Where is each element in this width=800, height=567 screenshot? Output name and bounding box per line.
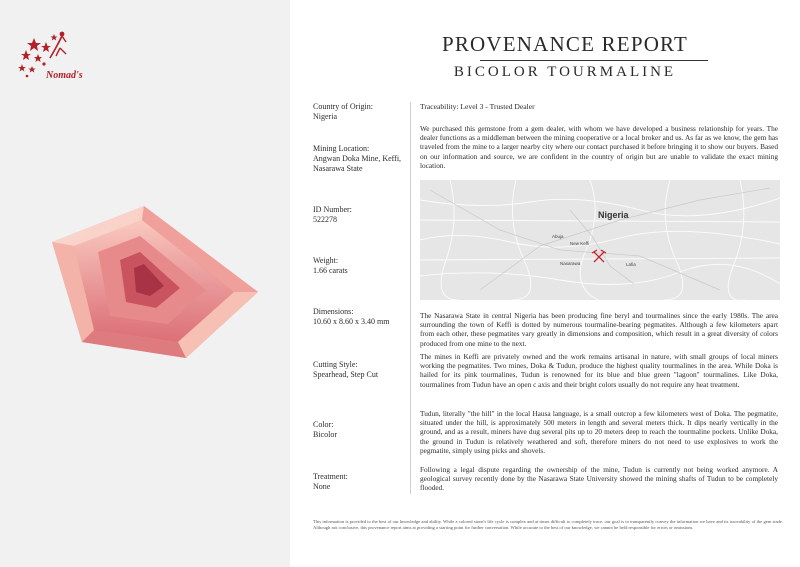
spec-country xyxy=(313,102,405,122)
paragraph-legal-status: Following a legal dispute regarding the ownership of the mine, Tudun is currently not being worked anymore. A geological survey recently done by the Nasarawa State University showed the mining shafts of Tudun to be completely flooded. xyxy=(420,465,778,493)
spec-label: Dimensions: xyxy=(313,307,354,316)
spec-value: Nigeria xyxy=(313,112,337,121)
left-panel xyxy=(0,0,290,567)
report-title: PROVENANCE REPORT xyxy=(441,32,689,56)
location-map xyxy=(420,180,780,300)
spec-value: 1.66 carats xyxy=(313,266,348,275)
spec-label: Weight: xyxy=(313,256,339,265)
brand-name: Nomad's xyxy=(46,70,83,81)
paragraph-nasarawa-history: The Nasarawa State in central Nigeria has been producing fine beryl and tourmalines since the early 1980s. The area surrounding the town of Keffi is dotted by numerous tourmaline-bearing pegmatites. Although a few kilometers apart from each other, these pegmatites vary greatly in dimensions and composition, which result in a great diversity of colors produced from one mine to the next. xyxy=(420,311,778,348)
map-label-country: Nigeria xyxy=(598,210,629,220)
tourmaline-gem-image xyxy=(48,206,266,366)
spec-label: Country of Origin: xyxy=(313,102,373,111)
paragraph-keffi-mines: The mines in Keffi are privately owned and the work remains artisanal in nature, with small groups of local miners working the pegmatites. Two mines, Doka & Tudun, produce the highest quality tourmalines in the area. While Doka is hailed for its pink tourmalines, Tudun is renowned for its blue and blue green "lagoon" tourmalines. Like Doka, tourmalines from Tudun have an open c axis and their bright colors usually do not require any heat treatment. xyxy=(420,352,778,389)
spec-value: None xyxy=(313,482,331,491)
spec-label: Cutting Style: xyxy=(313,360,358,369)
traceability-level: Traceability: Level 3 - Trusted Dealer xyxy=(420,102,535,111)
title-divider xyxy=(480,60,708,61)
paragraph-sourcing: We purchased this gemstone from a gem dealer, with whom we have developed a business relationship for years. The dealer functions as a middleman between the mining cooperative or a local broker and us. As far as we know, the gem has traveled from the mine to a larger nearby city where our contact purchased it before bringing it to show our buyers. Based on our information and source, we are confident in the country of origin but are unable to validate the exact mining location. xyxy=(420,124,778,170)
map-label-abuja: Abuja xyxy=(552,234,564,239)
spec-value: 10.60 x 8.60 x 3.40 mm xyxy=(313,317,390,326)
spec-cutting-style xyxy=(313,360,405,380)
report-subtitle: BICOLOR TOURMALINE xyxy=(453,64,677,80)
spec-dimensions xyxy=(313,307,405,327)
spec-id-number xyxy=(313,205,405,225)
spec-weight xyxy=(313,256,405,276)
spec-value: Spearhead, Step Cut xyxy=(313,370,379,379)
spec-value: 522278 xyxy=(313,215,337,224)
paragraph-tudun: Tudun, literally "the hill" in the local Hausa language, is a small outcrop a few kilometers west of Doka. The pegmatite, situated under the hill, is approximately 500 meters in length and several meters thick. It dips nearly vertically in the ground, and as a result, miners have dug several pits up to 20 meters deep to reach the tourmaline pockets. Unlike Doka, the ground in Tudun is relatively weathered and soft, therefore miners do not need to use explosives to work the pegmatite, simply using picks and shovels. xyxy=(420,409,778,455)
spec-treatment xyxy=(313,472,405,492)
spec-value: Bicolor xyxy=(313,430,337,439)
spec-label: Treatment: xyxy=(313,472,348,481)
spec-value: Angwan Doka Mine, Keffi, Nasarawa State xyxy=(313,154,402,173)
map-graphic xyxy=(420,180,780,300)
spec-color xyxy=(313,420,405,440)
map-label-new-keffi: New Keffi xyxy=(570,241,590,246)
spec-label: Mining Location: xyxy=(313,144,370,153)
map-label-nasarawa: Nasarawa xyxy=(560,261,581,266)
disclaimer-footer: This information is provided to the best of our knowledge and ability. While a colored stone's life cycle is complex and at times difficult to completely trace, our goal is to transparently convey the information we have and its traceability of the gem trade. Although not conclusive, this provenance report aims at providing a starting point for further conversation. While accurate to the best of our knowledge, we cannot be held responsible for errors or omissions. xyxy=(313,519,783,531)
spec-label: ID Number: xyxy=(313,205,352,214)
map-label-lafia: Lafia xyxy=(626,262,636,267)
spec-label: Color: xyxy=(313,420,334,429)
column-divider xyxy=(410,102,411,494)
spec-mining-location xyxy=(313,144,405,174)
